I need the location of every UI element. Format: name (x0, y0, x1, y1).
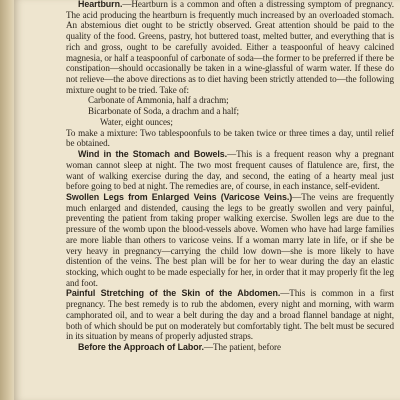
body-swollen-legs: —The veins are frequently much enlarged and distended, causing the legs to be greatly swollen and very painful, preventing the patient from taking proper walking exercise. Swollen legs are due to the pressure of the womb upon the blood-vessels above. Women who have had large families are more liable than others to varicose veins. If a woman marry late in life, or if she be very heavy in pregnancy—carrying the child low down—she is more likely to have distention of the veins. The best plan will be for her to wear during the day an elastic stocking, which ought to be made especially for her, in order that it may properly fit the leg and foot. (66, 191, 394, 288)
recipe-list (88, 95, 394, 127)
heading-wind: Wind in the Stomach and Bowels. (78, 149, 228, 160)
body-heartburn: —Heartburn is a common and often a distressing symptom of pregnancy. The acid producing the heartburn is frequently much increased by an overloaded stomach. An abstemious diet ought to be strictly observed. Great attention should be paid to the quality of the food. Greens, pastry, hot buttered toast, melted butter, and everything that is rich and gross, ought to be carefully avoided. Either a teaspoonful of heavy calcined magnesia, or half a teaspoonful of carbonate of soda—the former to be preferred if there be constipation—should occasionally be taken in a wine-glassful of warm water. If these do not relieve—the above directions as to diet having been strictly attended to—the following mixture ought to be tried. Take of: (66, 0, 394, 95)
heading-swollen-legs: Swollen Legs from Enlarged Veins (Varicose Veins.) (66, 191, 293, 202)
recipe-item: Carbonate of Ammonia, half a drachm; (88, 95, 229, 106)
paragraph-labor (66, 342, 394, 353)
paragraph-abdomen (66, 288, 394, 342)
paragraph-wind (66, 149, 394, 192)
paragraph-heartburn (66, 0, 394, 95)
body-abdomen: —This is common in a first pregnancy. The best remedy is to rub the abdomen, every night and morning, with warm camphorated oil, and to wear a belt during the day and a broad flannel bandage at night, both of which should be put on moderately but comfortably tight. The belt must be secured in its situation by means of properly adjusted straps. (66, 288, 394, 342)
recipe-item: Water, eight ounces; (100, 116, 173, 127)
page-text (66, 0, 394, 353)
heading-heartburn: Heartburn. (78, 0, 123, 9)
paragraph-recipe-directions: To make a mixture: Two tablespoonfuls to be taken twice or three times a day, until relief be obtained. (66, 127, 394, 149)
body-wind: —This is a frequent reason why a pregnant woman cannot sleep at night. The two most frequent causes of flatulence are, first, the want of walking exercise during the day, and second, the eating of a hearty meal just before going to bed at night. The remedies are, of course, in each instance, self-evident. (66, 149, 394, 192)
recipe-item: Bicarbonate of Soda, a drachm and a half; (88, 106, 239, 117)
heading-abdomen: Painful Stretching of the Skin of the Abdomen. (66, 288, 281, 299)
heading-labor: Before the Approach of Labor. (78, 342, 204, 352)
paragraph-swollen-legs (66, 192, 394, 288)
body-labor: —The patient, before (203, 342, 281, 352)
book-page (14, 0, 400, 400)
